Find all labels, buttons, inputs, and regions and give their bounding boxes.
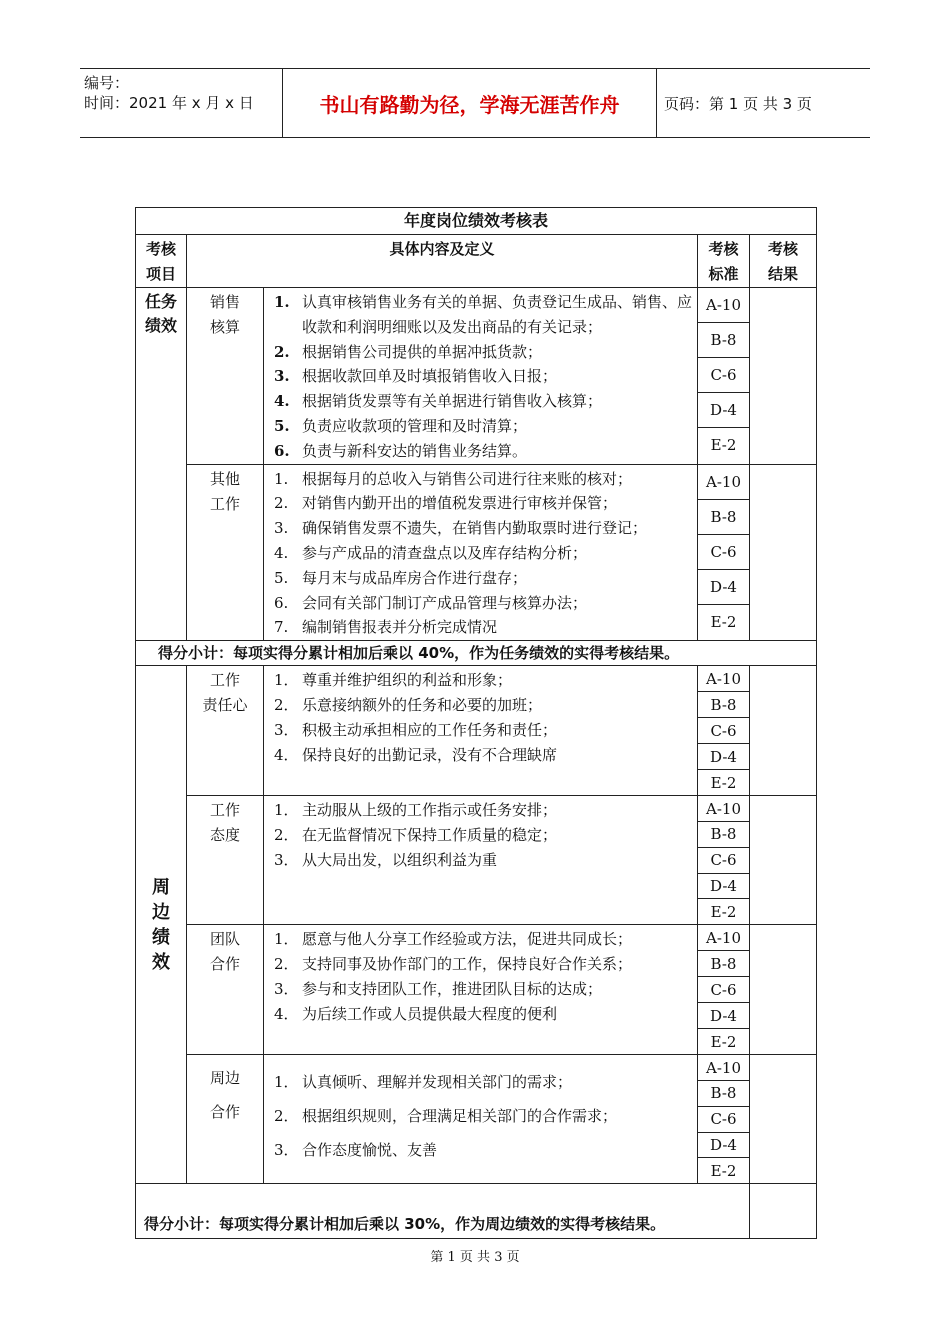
item-number: 5. bbox=[274, 416, 290, 435]
header-divider bbox=[656, 69, 657, 137]
item-text: 主动服从上级的工作指示或任务安排； bbox=[302, 801, 558, 820]
list-item bbox=[274, 364, 693, 389]
grade-option: A-10 bbox=[698, 1055, 749, 1081]
grade-stack bbox=[698, 465, 749, 640]
result-cell bbox=[750, 464, 817, 641]
grade-option: D-4 bbox=[698, 744, 749, 770]
grade-option: E-2 bbox=[710, 1032, 737, 1051]
list-item bbox=[274, 823, 693, 848]
grade-option: C-6 bbox=[698, 535, 749, 570]
list-item bbox=[274, 491, 693, 516]
sub-other: 其他 工作 bbox=[187, 464, 264, 641]
grade-option: B-8 bbox=[698, 500, 749, 535]
list-item bbox=[274, 927, 693, 952]
item-number: 1． bbox=[274, 930, 299, 949]
grade-option: E-2 bbox=[710, 902, 737, 921]
item-number: 3. bbox=[274, 519, 289, 538]
item-text: 合作态度愉悦、友善 bbox=[302, 1141, 438, 1160]
items-sales bbox=[264, 288, 698, 465]
page-footer: 第 1 页 共 3 页 bbox=[430, 1250, 520, 1265]
list-item bbox=[274, 1133, 693, 1167]
item-text: 根据组织规则，合理满足相关部门的合作需求； bbox=[302, 1107, 618, 1126]
item-text: 根据收款回单及时填报销售收入日报； bbox=[302, 367, 558, 386]
item-text: 为后续工作或人员提供最大程度的便利 bbox=[302, 1004, 558, 1023]
grade-option: A-10 bbox=[698, 925, 749, 951]
item-number: 2． bbox=[274, 1107, 299, 1126]
grades-teamwork bbox=[698, 925, 750, 1055]
grade-option: D-4 bbox=[698, 1133, 749, 1159]
header-content: 具体内容及定义 bbox=[187, 235, 698, 288]
list-item bbox=[274, 591, 693, 616]
item-number: 1. bbox=[274, 469, 289, 488]
result-cell bbox=[750, 796, 817, 925]
item-number: 2． bbox=[274, 695, 299, 714]
item-text: 负责与新科安达的销售业务结算。 bbox=[302, 441, 528, 460]
item-number: 6. bbox=[274, 593, 289, 612]
item-text: 根据每月的总收入与销售公司进行往来账的核对； bbox=[302, 469, 633, 488]
item-text: 根据销货发票等有关单据进行销售收入核算； bbox=[302, 392, 603, 411]
list-item bbox=[274, 718, 693, 743]
grade-option: E-2 bbox=[710, 613, 737, 632]
grade-stack bbox=[698, 925, 749, 1054]
item-text: 参与产成品的清查盘点以及库存结构分析； bbox=[302, 543, 588, 562]
page-header bbox=[80, 68, 870, 138]
grades-attitude bbox=[698, 796, 750, 925]
grade-option: D-4 bbox=[698, 393, 749, 428]
grade-option: E-2 bbox=[710, 773, 737, 792]
item-number: 3． bbox=[274, 850, 299, 869]
grade-option: C-6 bbox=[698, 977, 749, 1003]
grade-option: A-10 bbox=[698, 666, 749, 692]
result-cell bbox=[750, 1055, 817, 1184]
item-number: 4. bbox=[274, 392, 290, 411]
list-item bbox=[274, 1065, 693, 1099]
sub-responsibility: 工作 责任心 bbox=[187, 666, 264, 796]
list-item bbox=[274, 467, 693, 492]
item-number: 3． bbox=[274, 1141, 299, 1160]
sub-cooperation: 周边 合作 bbox=[187, 1055, 264, 1184]
items-attitude bbox=[264, 796, 698, 925]
item-number: 4. bbox=[274, 543, 289, 562]
header-item: 考核 项目 bbox=[136, 235, 187, 288]
items-other bbox=[264, 464, 698, 641]
grade-stack bbox=[698, 1055, 749, 1183]
performance-table bbox=[135, 207, 817, 1239]
item-number: 1． bbox=[274, 1073, 299, 1092]
grade-option: E-2 bbox=[710, 436, 737, 454]
item-text: 负责应收款项的管理和及时清算； bbox=[302, 416, 528, 435]
item-text: 确保销售发票不遗失，在销售内勤取票时进行登记； bbox=[302, 519, 648, 538]
list-item bbox=[274, 389, 693, 414]
grade-option: C-6 bbox=[698, 1107, 749, 1133]
items-cooperation bbox=[264, 1055, 698, 1184]
item-text: 从大局出发，以组织利益为重 bbox=[302, 850, 498, 869]
header-motto: 书山有路勤为径，学海无涯苦作舟 bbox=[319, 92, 620, 117]
sub-sales: 销售 核算 bbox=[187, 288, 264, 465]
grade-option: B-8 bbox=[698, 1081, 749, 1107]
list-item bbox=[274, 516, 693, 541]
list-item bbox=[274, 848, 693, 873]
item-text: 编制销售报表并分析完成情况 bbox=[302, 618, 498, 637]
item-text: 乐意接纳额外的任务和必要的加班； bbox=[302, 695, 543, 714]
list-item bbox=[274, 340, 693, 365]
list-item bbox=[274, 1002, 693, 1027]
item-number: 4． bbox=[274, 745, 299, 764]
grade-option: C-6 bbox=[698, 848, 749, 874]
item-text: 保持良好的出勤记录，没有不合理缺席 bbox=[302, 745, 558, 764]
result-cell bbox=[750, 925, 817, 1055]
result-cell bbox=[750, 666, 817, 796]
list-item bbox=[274, 977, 693, 1002]
item-text: 会同有关部门制订产成品管理与核算办法； bbox=[302, 593, 588, 612]
items-responsibility bbox=[264, 666, 698, 796]
item-text: 根据销售公司提供的单据冲抵货款； bbox=[302, 342, 543, 361]
result-cell bbox=[750, 1184, 817, 1239]
grade-option: A-10 bbox=[698, 288, 749, 323]
grade-option: B-8 bbox=[698, 692, 749, 718]
sub-attitude: 工作 态度 bbox=[187, 796, 264, 925]
list-item bbox=[274, 668, 693, 693]
grades-other bbox=[698, 464, 750, 641]
item-text: 尊重并维护组织的利益和形象； bbox=[302, 671, 513, 690]
grade-option: B-8 bbox=[698, 822, 749, 848]
list-item bbox=[274, 693, 693, 718]
list-item bbox=[274, 1099, 693, 1133]
header-meta bbox=[84, 73, 284, 113]
list-item bbox=[274, 290, 693, 340]
list-item bbox=[274, 439, 693, 464]
item-number: 1． bbox=[274, 671, 299, 690]
item-text: 每月末与成品库房合作进行盘存； bbox=[302, 568, 528, 587]
list-item bbox=[274, 541, 693, 566]
item-number: 2. bbox=[274, 494, 289, 513]
item-number: 6. bbox=[274, 441, 290, 460]
header-page-info: 页码：第 1 页 共 3 页 bbox=[664, 94, 812, 113]
item-text: 积极主动承担相应的工作任务和责任； bbox=[302, 720, 558, 739]
list-item bbox=[274, 743, 693, 768]
list-item bbox=[274, 798, 693, 823]
grade-stack bbox=[698, 796, 749, 924]
list-item bbox=[274, 615, 693, 640]
date-line: 时间：2021 年 x 月 x 日 bbox=[84, 94, 254, 112]
peripheral-subtotal: 得分小计：每项实得分累计相加后乘以 30%，作为周边绩效的实得考核结果。 bbox=[136, 1184, 750, 1239]
grade-option: B-8 bbox=[698, 951, 749, 977]
grades-cooperation bbox=[698, 1055, 750, 1184]
item-text: 认真审核销售业务有关的单据、负责登记生成品、销售、应收款和利润明细账以及发出商品的有关记录； bbox=[302, 293, 693, 336]
item-text: 认真倾听、理解并发现相关部门的需求； bbox=[302, 1073, 573, 1092]
grades-sales bbox=[698, 288, 750, 465]
category-peripheral: 周 边 绩 效 bbox=[136, 666, 187, 1184]
item-number: 2． bbox=[274, 954, 299, 973]
category-task: 任务 绩效 bbox=[136, 288, 187, 641]
code-label: 编号： bbox=[84, 74, 130, 92]
item-text: 愿意与他人分享工作经验或方法，促进共同成长； bbox=[302, 930, 633, 949]
result-cell bbox=[750, 288, 817, 465]
items-teamwork bbox=[264, 925, 698, 1055]
item-text: 支持同事及协作部门的工作，保持良好合作关系； bbox=[302, 954, 633, 973]
header-standard: 考核 标准 bbox=[698, 235, 750, 288]
list-item bbox=[274, 952, 693, 977]
table-title: 年度岗位绩效考核表 bbox=[136, 208, 817, 235]
item-number: 7. bbox=[274, 618, 289, 637]
grade-option: D-4 bbox=[698, 1003, 749, 1029]
item-text: 参与和支持团队工作，推进团队目标的达成； bbox=[302, 979, 603, 998]
grade-option: C-6 bbox=[698, 358, 749, 393]
item-number: 1. bbox=[274, 293, 290, 311]
list-item bbox=[274, 566, 693, 591]
item-number: 3． bbox=[274, 720, 299, 739]
item-number: 1． bbox=[274, 801, 299, 820]
header-result: 考核 结果 bbox=[750, 235, 817, 288]
task-subtotal: 得分小计：每项实得分累计相加后乘以 40%，作为任务绩效的实得考核结果。 bbox=[136, 641, 817, 666]
grade-stack bbox=[698, 288, 749, 462]
grades-responsibility bbox=[698, 666, 750, 796]
grade-option: C-6 bbox=[698, 718, 749, 744]
item-number: 2． bbox=[274, 825, 299, 844]
item-number: 2. bbox=[274, 342, 290, 361]
item-number: 4． bbox=[274, 1004, 299, 1023]
grade-option: D-4 bbox=[698, 570, 749, 605]
item-number: 5. bbox=[274, 568, 289, 587]
item-number: 3． bbox=[274, 979, 299, 998]
grade-option: E-2 bbox=[710, 1161, 737, 1180]
grade-option: B-8 bbox=[698, 323, 749, 358]
item-text: 在无监督情况下保持工作质量的稳定； bbox=[302, 825, 558, 844]
list-item bbox=[274, 414, 693, 439]
grade-option: A-10 bbox=[698, 796, 749, 822]
grade-option: A-10 bbox=[698, 465, 749, 500]
grade-stack bbox=[698, 666, 749, 795]
sub-teamwork: 团队 合作 bbox=[187, 925, 264, 1055]
grade-option: D-4 bbox=[698, 874, 749, 900]
item-number: 3. bbox=[274, 367, 290, 386]
item-text: 对销售内勤开出的增值税发票进行审核并保管； bbox=[302, 494, 618, 513]
